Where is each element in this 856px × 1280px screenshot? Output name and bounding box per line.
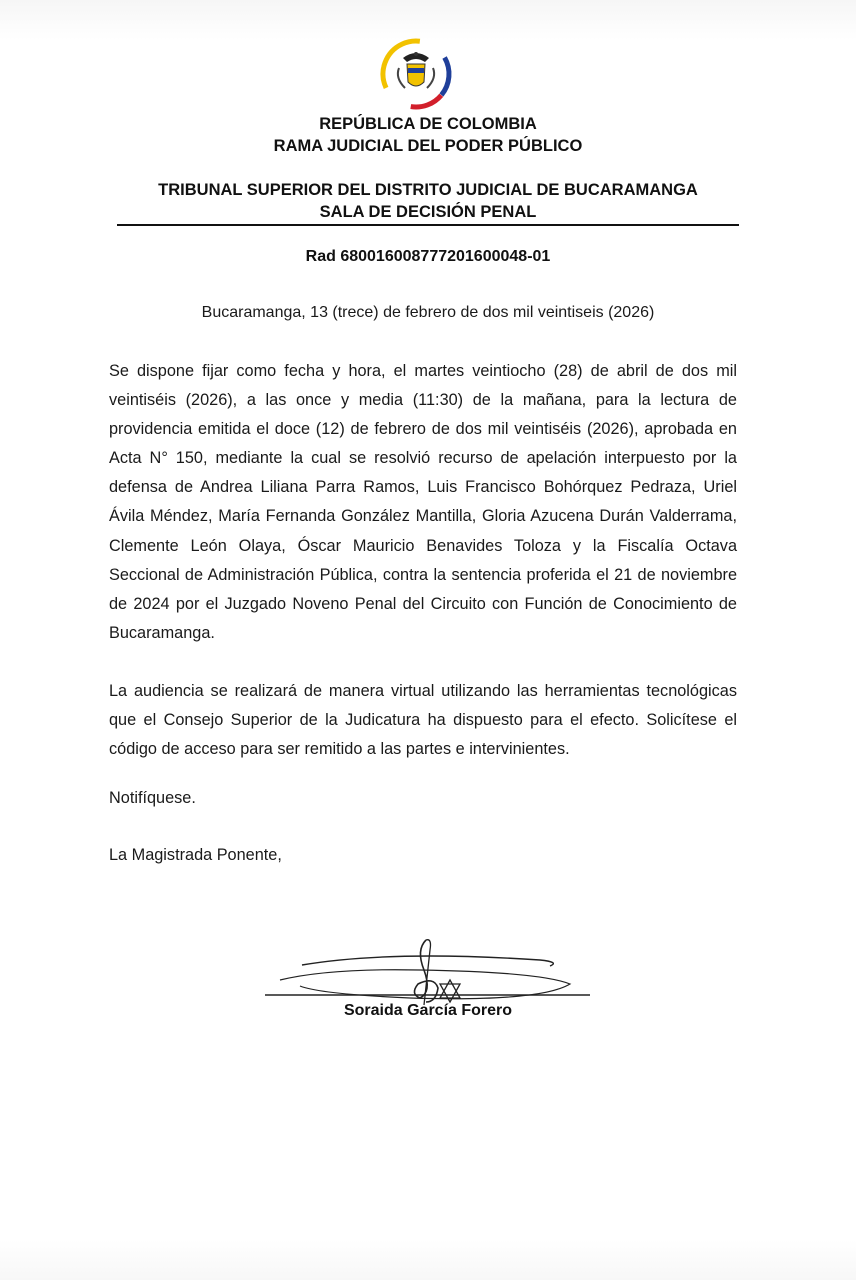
colombia-coat-of-arms-seal (377, 38, 455, 110)
header-judicial-branch: RAMA JUDICIAL DEL PODER PÚBLICO (273, 137, 583, 155)
signer-name: Soraida García Forero (343, 1002, 513, 1019)
case-number: Rad 68001600877720160004​8-01 (305, 248, 551, 265)
header-divider (117, 224, 739, 226)
closing-line: La Magistrada Ponente, (109, 846, 282, 864)
body-paragraph-2: La audiencia se realizará de manera virtual utilizando las herramientas tecnológicas que el Consejo Superior de la Judicatura ha dispuesto para el efecto. Solicítese el código de acceso para ser remitido a las partes e intervinientes. (109, 682, 737, 759)
date-line: Bucaramanga, 13 (trece) de febrero de dos mil veintiseis (2026) (201, 304, 655, 321)
header-republic: REPÚBLICA DE COLOMBIA (319, 115, 537, 133)
notify-line: Notifíquese. (109, 789, 196, 807)
header-court: TRIBUNAL SUPERIOR DEL DISTRITO JUDICIAL DE BUCARAMANGA (158, 181, 698, 199)
header-chamber: SALA DE DECISIÓN PENAL (319, 203, 537, 221)
body-paragraph-1: Se dispone fijar como fecha y hora, el martes veintiocho (28) de abril de dos mil veintiséis (2026), a las once y media (11:30) de la mañana, para la lectura de providencia emitida el doce (12) de febrero de dos mil veintiséis (2026), aprobada en Acta N° 150, mediante la cual se resolvió recurso de apelación interpuesto por la defensa de Andrea Liliana Parra Ramos, Luis Francisco Bohórquez Pedraza, Uriel Ávila Méndez, María Fernanda González Mantilla, Gloria Azucena Durán Valderrama, Clemente León Olaya, Óscar Mauricio Benavides Toloza y la Fiscalía Octava Seccional de Administración Pública, contra la sentencia proferida el 21 de noviembre de 2024 por el Juzgado Noveno Penal del Circuito con Función de Conocimiento de Bucaramanga. (109, 362, 737, 642)
